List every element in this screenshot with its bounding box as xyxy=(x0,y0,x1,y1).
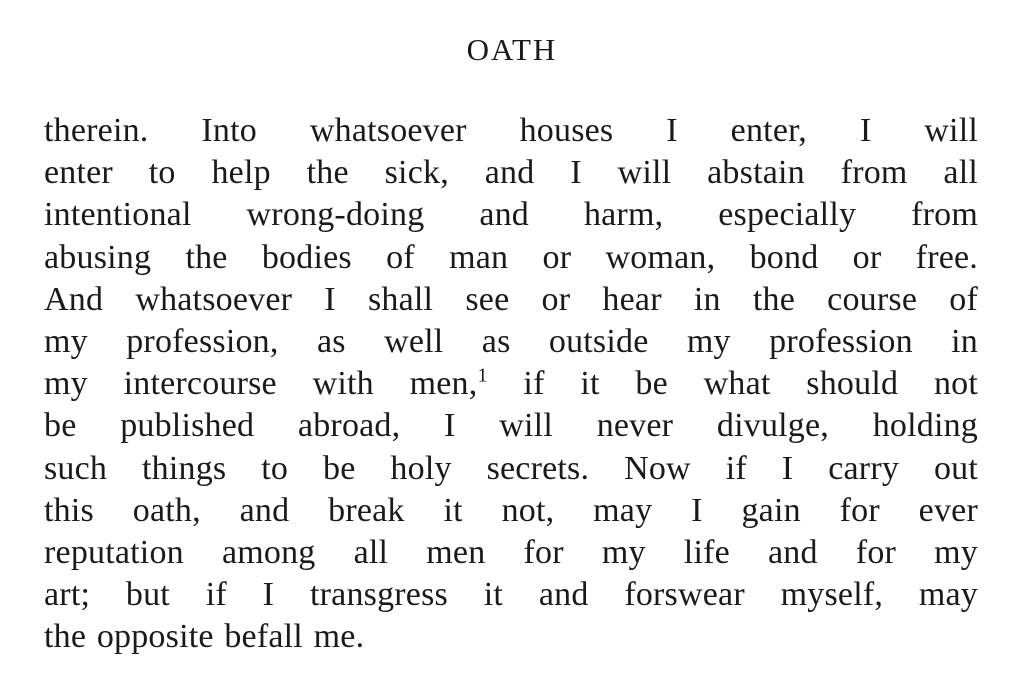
body-paragraph xyxy=(44,110,978,658)
text-line: intentional wrong-doing and harm, especially from xyxy=(44,196,978,234)
text-line: And whatsoever I shall see or hear in the course of xyxy=(44,280,978,318)
text-line: enter to help the sick, and I will abstain from all xyxy=(44,154,978,192)
text-line xyxy=(44,363,978,405)
text-line: such things to be holy secrets. Now if I carry out xyxy=(44,449,978,487)
text-line: abusing the bodies of man or woman, bond or free. xyxy=(44,238,978,276)
text-line: reputation among all men for my life and for my xyxy=(44,533,978,571)
text-line: art; but if I transgress it and forswear myself, may xyxy=(44,576,978,614)
text-line: the opposite befall me. xyxy=(44,618,365,656)
text-line: this oath, and break it not, may I gain for ever xyxy=(44,491,978,529)
text-segment: if it be what should not xyxy=(487,365,978,403)
text-line: therein. Into whatsoever houses I enter, I will xyxy=(44,112,978,149)
running-head: OATH xyxy=(466,32,558,67)
footnote-reference: 1 xyxy=(477,364,488,387)
text-segment: my intercourse with men, xyxy=(44,365,478,403)
text-line: my profession, as well as outside my profession in xyxy=(44,322,978,360)
text-line: be published abroad, I will never divulge, holding xyxy=(44,407,978,445)
